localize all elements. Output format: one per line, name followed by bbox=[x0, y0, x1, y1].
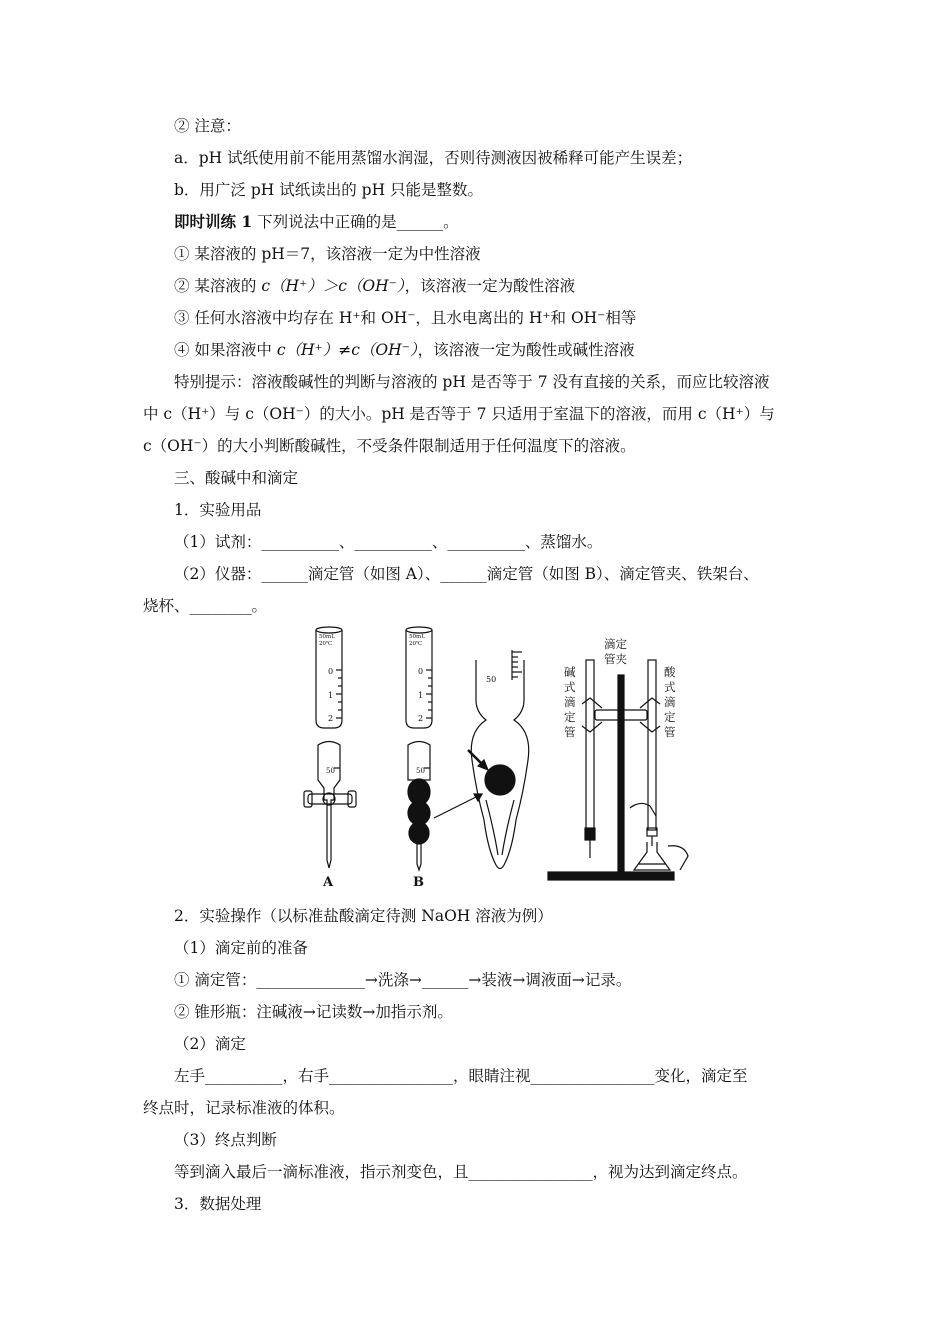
operation-burette: ① 滴定管：______________→洗涤→______→装液→调液面→记录。 bbox=[174, 971, 632, 989]
clamp-label-2: 管夹 bbox=[604, 652, 627, 666]
exercise-option-2 bbox=[174, 276, 575, 296]
burette-b-upper bbox=[406, 627, 432, 728]
tube-b-tick-2: 2 bbox=[418, 714, 424, 723]
tube-a-mark-50: 50 bbox=[326, 767, 335, 775]
option-2-suffix: ，该溶液一定为酸性溶液 bbox=[404, 277, 576, 295]
reagents-line: （1）试剂：__________、__________、__________、蒸馏水。 bbox=[174, 533, 603, 551]
burette-b-lower bbox=[408, 742, 430, 891]
exercise-label: 即时训练 1 bbox=[174, 212, 253, 231]
right-tube-label-3: 滴 bbox=[664, 695, 676, 709]
magnified-bead-view bbox=[468, 650, 529, 869]
exercise-option-1: ① 某溶液的 pH＝7，该溶液一定为中性溶液 bbox=[174, 245, 481, 263]
right-tube-label-1: 酸 bbox=[664, 665, 676, 679]
option-4-suffix: ，该溶液一定为酸性或碱性溶液 bbox=[417, 341, 635, 359]
operation-flask: ② 锥形瓶：注碱液→记读数→加指示剂。 bbox=[174, 1003, 453, 1021]
instruments-line-2: 烧杯、________。 bbox=[143, 597, 268, 615]
option-4-prefix: ④ 如果溶液中 bbox=[174, 341, 277, 359]
clamp-label-1: 滴定 bbox=[604, 637, 627, 651]
burette-a-upper bbox=[316, 627, 342, 728]
right-tube-label-5: 管 bbox=[664, 725, 676, 739]
operation-endpoint: （3）终点判断 bbox=[174, 1131, 277, 1149]
tube-a-tick-2: 2 bbox=[328, 714, 334, 723]
left-tube-label-5: 管 bbox=[564, 725, 576, 739]
note-heading: ② 注意： bbox=[174, 117, 241, 135]
section-item-1: 1．实验用品 bbox=[174, 501, 262, 519]
label-b: B bbox=[413, 875, 424, 890]
left-tube-label-3: 滴 bbox=[564, 695, 576, 709]
burette-a-lower bbox=[304, 742, 356, 891]
burette-figure bbox=[300, 620, 700, 890]
tube-a-capacity: 50mL bbox=[319, 634, 335, 640]
operation-hands-1: 左手__________，右手________________，眼睛注视________________变化，滴定至 bbox=[174, 1067, 748, 1085]
right-tube-label-4: 定 bbox=[664, 710, 676, 724]
operation-data-processing: 3．数据处理 bbox=[174, 1195, 262, 1213]
operation-prep: （1）滴定前的准备 bbox=[174, 939, 308, 957]
tube-a-tick-0: 0 bbox=[328, 667, 334, 676]
operation-hands-2: 终点时，记录标准液的体积。 bbox=[143, 1099, 345, 1117]
option-4-expression: c（H⁺）≠c（OH⁻） bbox=[276, 341, 418, 359]
instruments-line-1: （2）仪器：______滴定管（如图 A）、______滴定管（如图 B）、滴定管夹、铁架台、 bbox=[174, 565, 759, 583]
left-tube-label-4: 定 bbox=[564, 710, 576, 724]
tube-b-capacity: 50mL bbox=[409, 634, 425, 640]
right-tube-label-2: 式 bbox=[664, 680, 676, 694]
note-b: b．用广泛 pH 试纸读出的 pH 只能是整数。 bbox=[174, 181, 484, 199]
tube-b-temp: 20℃ bbox=[409, 641, 423, 647]
tip-line-2: 中 c（H⁺）与 c（OH⁻）的大小。pH 是否等于 7 只适用于室温下的溶液，而用 c（H⁺）与 bbox=[143, 405, 775, 423]
operation-title: 2．实验操作（以标准盐酸滴定待测 NaOH 溶液为例） bbox=[174, 907, 553, 925]
exercise-option-3: ③ 任何水溶液中均存在 H⁺和 OH⁻，且水电离出的 H⁺和 OH⁻相等 bbox=[174, 309, 637, 327]
operation-endpoint-text: 等到滴入最后一滴标准液，指示剂变色，且________________，视为达到滴定终点。 bbox=[174, 1163, 748, 1181]
tube-a-temp: 20℃ bbox=[319, 641, 333, 647]
tube-b-tick-0: 0 bbox=[418, 667, 424, 676]
label-a: A bbox=[323, 875, 334, 890]
operation-titrate: （2）滴定 bbox=[174, 1035, 246, 1053]
tip-line-1: 特别提示：溶液酸碱性的判断与溶液的 pH 是否等于 7 没有直接的关系，而应比较溶液 bbox=[174, 373, 770, 391]
left-tube-label-1: 碱 bbox=[564, 665, 576, 679]
magnify-arrow bbox=[434, 794, 482, 818]
exercise-question bbox=[174, 212, 459, 232]
exercise-option-4 bbox=[174, 340, 635, 360]
exercise-text: 下列说法中正确的是______。 bbox=[252, 213, 459, 231]
magnified-mark-50: 50 bbox=[486, 675, 497, 684]
tube-b-mark-50: 50 bbox=[416, 767, 425, 775]
left-tube-label-2: 式 bbox=[564, 680, 576, 694]
option-2-expression: c（H⁺）＞c（OH⁻） bbox=[261, 277, 405, 295]
option-2-prefix: ② 某溶液的 bbox=[174, 277, 262, 295]
note-a: a．pH 试纸使用前不能用蒸馏水润湿，否则待测液因被稀释可能产生误差； bbox=[174, 149, 693, 167]
tube-a-tick-1: 1 bbox=[328, 691, 334, 700]
tip-line-3: c（OH⁻）的大小判断酸碱性，不受条件限制适用于任何温度下的溶液。 bbox=[143, 437, 636, 455]
tube-b-tick-1: 1 bbox=[418, 691, 424, 700]
section-title: 三、酸碱中和滴定 bbox=[174, 469, 299, 487]
